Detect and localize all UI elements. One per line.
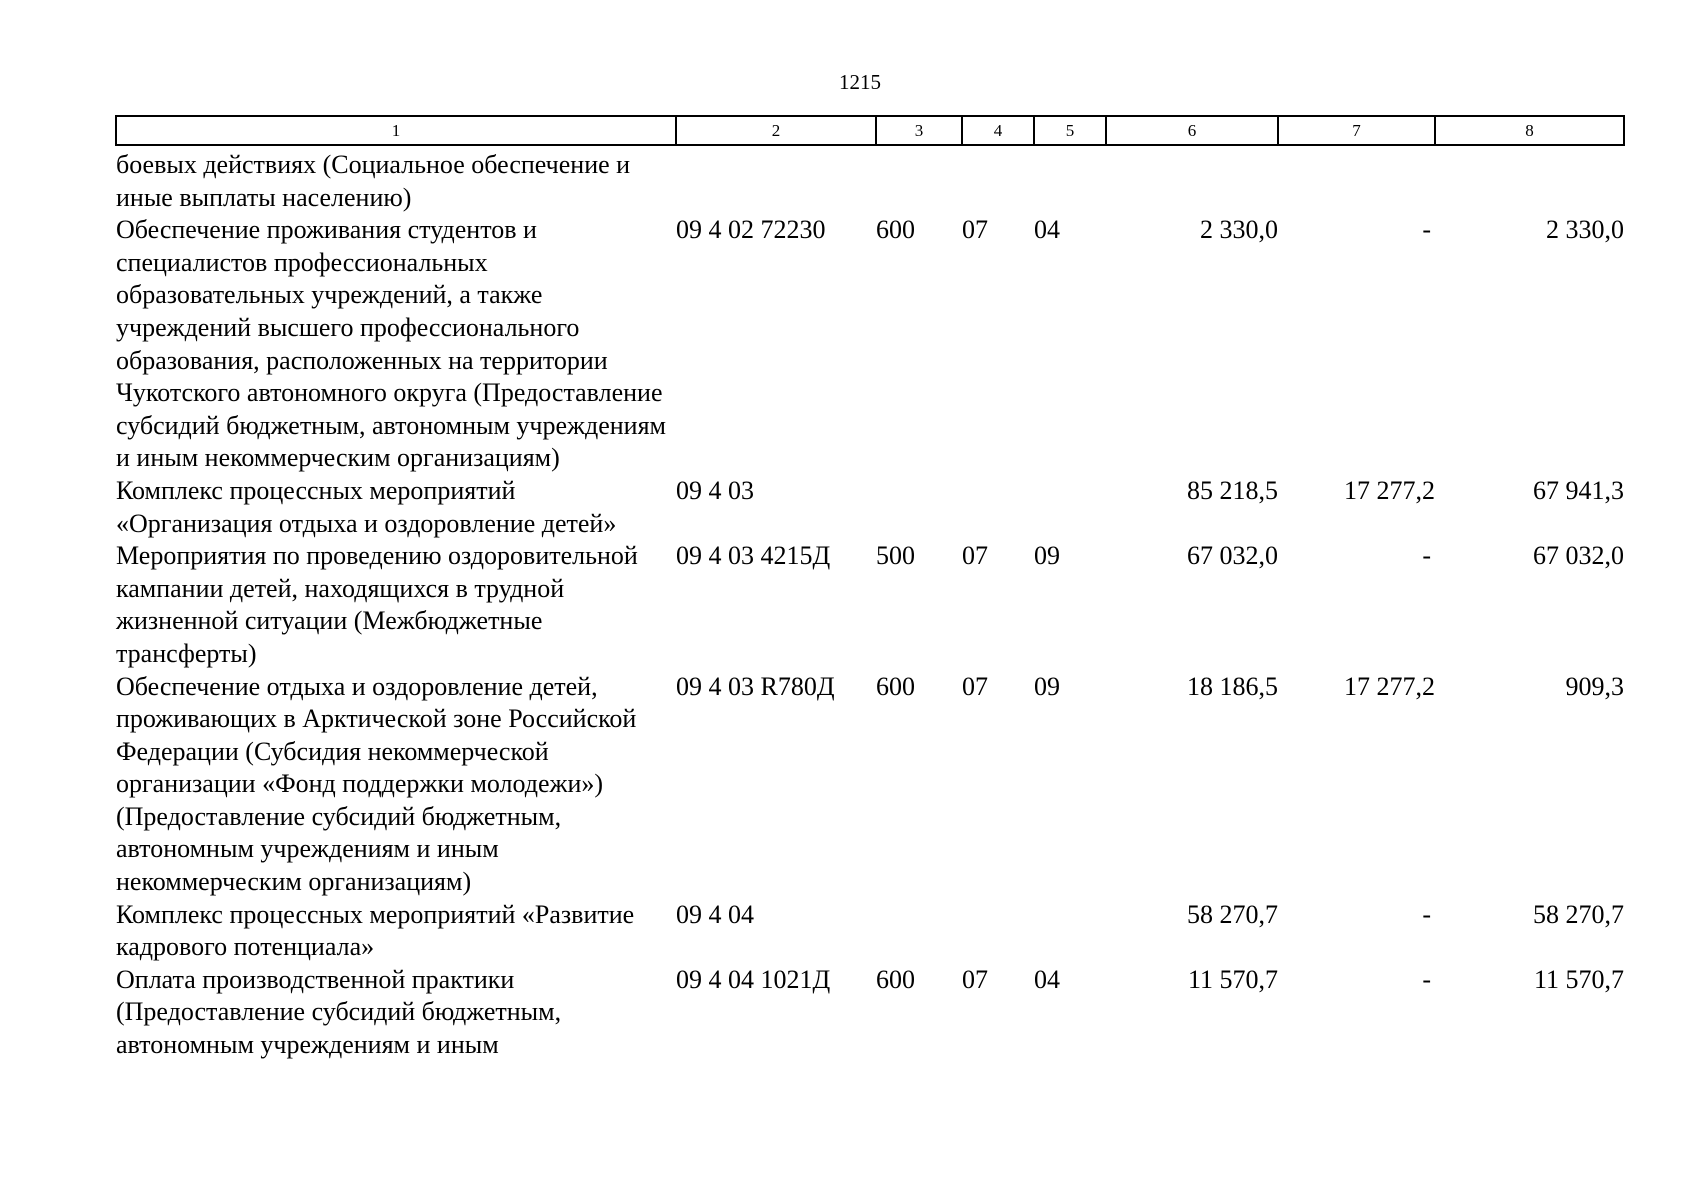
section-code: 07 bbox=[962, 964, 988, 994]
page-number: 1215 bbox=[839, 70, 881, 94]
amount-column-7: - bbox=[1422, 899, 1431, 929]
expense-type-code bbox=[876, 899, 962, 964]
expense-type-code: 500 bbox=[876, 541, 915, 571]
amount-column-8 bbox=[1435, 145, 1624, 214]
target-article-code: 09 4 02 72230 bbox=[676, 215, 826, 245]
target-article-code: 09 4 03 bbox=[676, 475, 754, 505]
column-header: 6 bbox=[1106, 116, 1278, 145]
table-row bbox=[116, 671, 1624, 899]
amount-column-8: 2 330,0 bbox=[1546, 215, 1624, 245]
budget-table bbox=[115, 115, 1625, 1062]
item-name: Обеспечение отдыха и оздоровление детей, проживающих в Арктической зоне Российской Федерации (Субсидия некоммерческой организации «Фонд поддержки молодежи») (Предоставление субсидий бюджетным, автономным учреждениям и иным некоммерческим организациям) bbox=[116, 671, 637, 897]
subsection-code: 04 bbox=[1034, 964, 1060, 994]
amount-column-7 bbox=[1278, 145, 1435, 214]
table-row bbox=[116, 475, 1624, 540]
target-article-code bbox=[676, 145, 876, 214]
expense-type-code: 600 bbox=[876, 671, 915, 701]
item-name: Комплекс процессных мероприятий «Развитие кадрового потенциала» bbox=[116, 899, 635, 962]
amount-column-8: 909,3 bbox=[1565, 671, 1624, 701]
subsection-code: 09 bbox=[1034, 671, 1060, 701]
column-header: 2 bbox=[676, 116, 876, 145]
column-header: 7 bbox=[1278, 116, 1435, 145]
section-code bbox=[962, 475, 1034, 540]
table-row bbox=[116, 214, 1624, 475]
amount-column-8: 58 270,7 bbox=[1533, 899, 1624, 929]
target-article-code: 09 4 03 R780Д bbox=[676, 671, 835, 701]
column-header: 1 bbox=[116, 116, 676, 145]
amount-column-7: 17 277,2 bbox=[1344, 475, 1435, 505]
subsection-code bbox=[1034, 145, 1106, 214]
subsection-code bbox=[1034, 475, 1106, 540]
amount-column-7: - bbox=[1422, 215, 1431, 245]
expense-type-code: 600 bbox=[876, 215, 915, 245]
section-code: 07 bbox=[962, 215, 988, 245]
item-name: Мероприятия по проведению оздоровительной кампании детей, находящихся в трудной жизненной ситуации (Межбюджетные трансферты) bbox=[116, 541, 638, 668]
amount-column-8: 11 570,7 bbox=[1533, 964, 1624, 994]
amount-total: 58 270,7 bbox=[1187, 899, 1278, 929]
column-header: 4 bbox=[962, 116, 1034, 145]
item-name: Комплекс процессных мероприятий «Организация отдыха и оздоровление детей» bbox=[116, 475, 617, 538]
column-number-row bbox=[116, 116, 1624, 145]
expense-type-code bbox=[876, 145, 962, 214]
table-row bbox=[116, 964, 1624, 1062]
section-code bbox=[962, 899, 1034, 964]
table-header bbox=[116, 116, 1624, 145]
table-row bbox=[116, 540, 1624, 670]
column-header: 8 bbox=[1435, 116, 1624, 145]
target-article-code: 09 4 04 1021Д bbox=[676, 964, 831, 994]
section-code bbox=[962, 145, 1034, 214]
subsection-code bbox=[1034, 899, 1106, 964]
item-name: Оплата производственной практики (Предоставление субсидий бюджетным, автономным учреждениям и иным bbox=[116, 964, 562, 1060]
expense-type-code: 600 bbox=[876, 964, 915, 994]
amount-column-7: - bbox=[1422, 964, 1431, 994]
amount-column-7: - bbox=[1422, 541, 1431, 571]
column-header: 3 bbox=[876, 116, 962, 145]
subsection-code: 09 bbox=[1034, 541, 1060, 571]
amount-total: 85 218,5 bbox=[1187, 475, 1278, 505]
amount-total: 2 330,0 bbox=[1200, 215, 1278, 245]
item-name: Обеспечение проживания студентов и специалистов профессиональных образовательных учреждений, а также учреждений высшего профессионального образования, расположенных на территории Чукотского автономного округа (Предоставление субсидий бюджетным, автономным учреждениям и иным некоммерческим организациям) bbox=[116, 215, 666, 473]
amount-total: 11 570,7 bbox=[1187, 964, 1278, 994]
expense-type-code bbox=[876, 475, 962, 540]
target-article-code: 09 4 04 bbox=[676, 899, 754, 929]
table-row bbox=[116, 899, 1624, 964]
item-name: боевых действиях (Социальное обеспечение и иные выплаты населению) bbox=[116, 150, 631, 212]
amount-column-8: 67 941,3 bbox=[1533, 475, 1624, 505]
amount-total: 18 186,5 bbox=[1187, 671, 1278, 701]
section-code: 07 bbox=[962, 541, 988, 571]
amount-total: 67 032,0 bbox=[1187, 541, 1278, 571]
subsection-code: 04 bbox=[1034, 215, 1060, 245]
column-header: 5 bbox=[1034, 116, 1106, 145]
table-row bbox=[116, 145, 1624, 214]
amount-column-7: 17 277,2 bbox=[1344, 671, 1435, 701]
amount-total bbox=[1106, 145, 1278, 214]
section-code: 07 bbox=[962, 671, 988, 701]
amount-column-8: 67 032,0 bbox=[1533, 541, 1624, 571]
table-body bbox=[116, 145, 1624, 1062]
target-article-code: 09 4 03 4215Д bbox=[676, 541, 831, 571]
